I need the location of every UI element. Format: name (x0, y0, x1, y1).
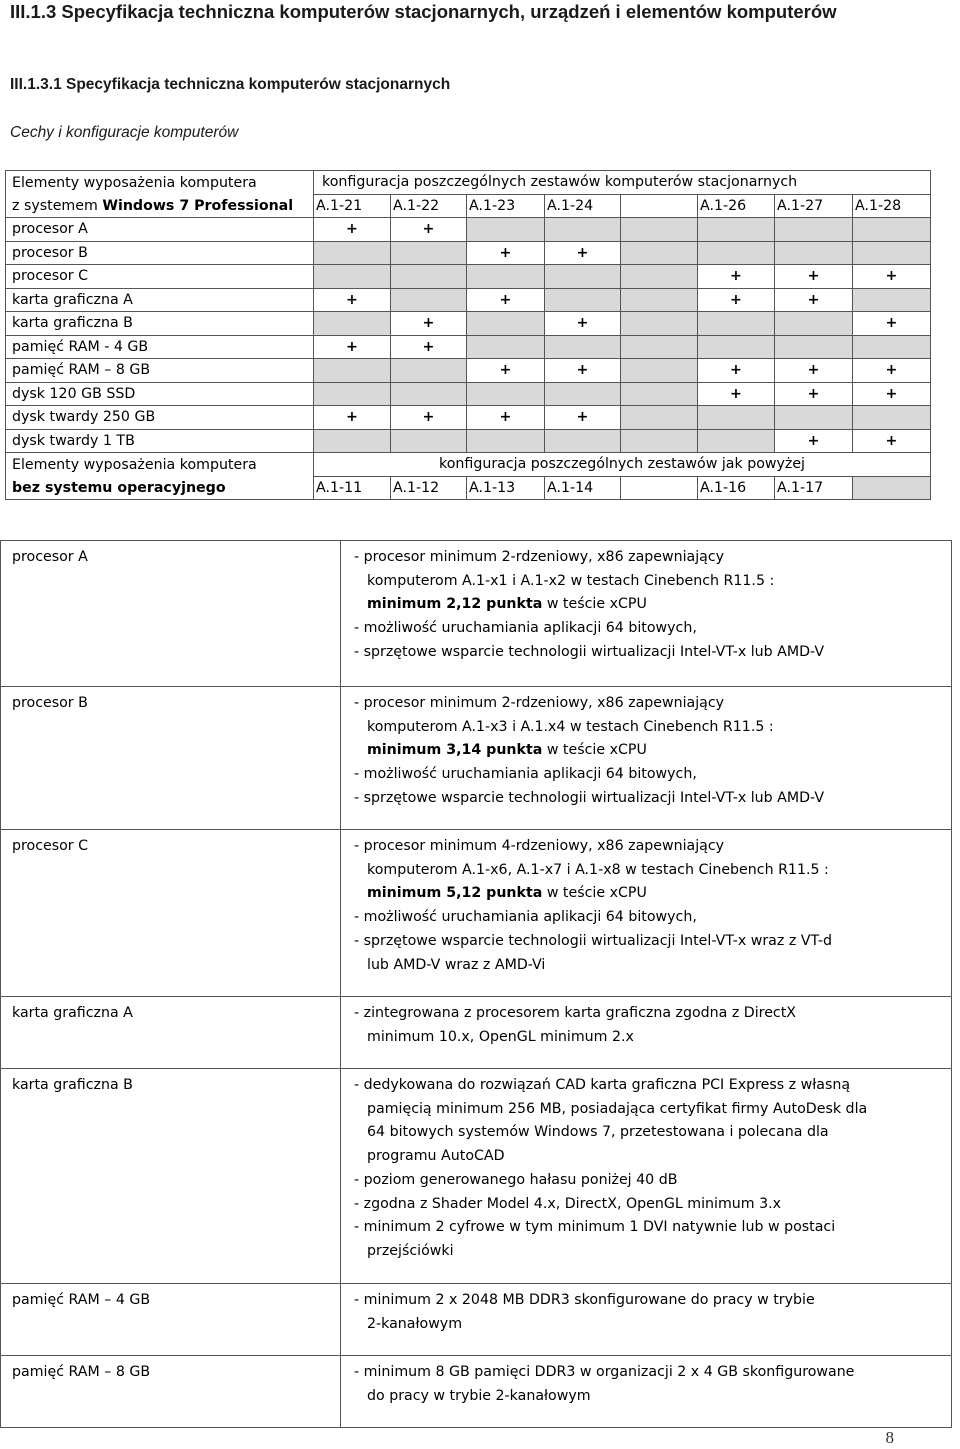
empty-cell (314, 241, 391, 265)
spec-label: karta graficzna B (1, 1069, 341, 1284)
plus-mark: + (545, 406, 621, 430)
empty-cell (775, 406, 853, 430)
footer-column-header: A.1-17 (775, 476, 853, 500)
config-row (6, 382, 931, 406)
row-label: dysk twardy 250 GB (6, 406, 314, 430)
empty-cell (467, 382, 545, 406)
empty-cell (853, 288, 931, 312)
spec-line: przejściówki (367, 1242, 454, 1259)
section-heading: III.1.3 Specyfikacja techniczna komputerów stacjonarnych, urządzeń i elementów komputerów (10, 1, 837, 22)
spec-line-bold: minimum 3,14 punkta (367, 742, 543, 759)
row-label: karta graficzna A (6, 288, 314, 312)
empty-cell (621, 335, 698, 359)
spec-line: komputerom A.1-x1 i A.1-x2 w testach Cinebench R11.5 : (367, 572, 775, 589)
empty-cell (621, 406, 698, 430)
row-label: procesor C (6, 265, 314, 289)
spec-line: - sprzętowe wsparcie technologii wirtualizacji Intel-VT-x wraz z VT-d (354, 932, 832, 949)
plus-mark: + (698, 359, 775, 383)
footer-span-label: konfiguracja poszczególnych zestawów jak powyżej (314, 453, 931, 477)
footer-label-bold: bez systemu operacyjnego (6, 476, 314, 500)
row-label: karta graficzna B (6, 312, 314, 336)
plus-mark: + (314, 335, 391, 359)
empty-cell (621, 288, 698, 312)
spec-line: pamięcią minimum 256 MB, posiadająca certyfikat firmy AutoDesk dla (367, 1100, 868, 1117)
spec-line: 64 bitowych systemów Windows 7, przetestowana i polecana dla (367, 1124, 829, 1141)
plus-mark: + (853, 312, 931, 336)
spec-line: - procesor minimum 2-rdzeniowy, x86 zapewniający (354, 549, 725, 565)
spec-line: do pracy w trybie 2-kanałowym (367, 1387, 591, 1404)
empty-cell (545, 382, 621, 406)
spec-line-bold: minimum 2,12 punkta (367, 596, 543, 613)
plus-mark: + (391, 335, 467, 359)
spec-line: - minimum 2 x 2048 MB DDR3 skonfigurowane do pracy w trybie (354, 1292, 815, 1308)
empty-cell (853, 335, 931, 359)
empty-cell (314, 382, 391, 406)
empty-cell (621, 265, 698, 289)
empty-cell (698, 429, 775, 453)
column-header: A.1-23 (467, 194, 545, 218)
configuration-table (5, 170, 931, 500)
footer-column-header: A.1-11 (314, 476, 391, 500)
empty-cell (391, 382, 467, 406)
empty-cell (775, 241, 853, 265)
empty-cell (545, 218, 621, 242)
spec-label: procesor C (1, 830, 341, 997)
footer-column-header (853, 476, 931, 500)
empty-cell (391, 359, 467, 383)
config-header-row (6, 171, 931, 195)
empty-cell (853, 241, 931, 265)
spec-line (354, 739, 945, 763)
empty-cell (853, 406, 931, 430)
spec-line: - minimum 8 GB pamięci DDR3 w organizacji 2 x 4 GB skonfigurowane (354, 1364, 855, 1380)
spec-line (354, 882, 945, 906)
footer-column-header: A.1-13 (467, 476, 545, 500)
config-row (6, 288, 931, 312)
specification-table (0, 540, 952, 1428)
config-row (6, 218, 931, 242)
empty-cell (545, 429, 621, 453)
empty-cell (545, 265, 621, 289)
plus-mark: + (467, 359, 545, 383)
config-row (6, 335, 931, 359)
header-span-label: konfiguracja poszczególnych zestawów komputerów stacjonarnych (314, 171, 931, 195)
config-row (6, 312, 931, 336)
header-label-prefix: z systemem (12, 197, 103, 214)
spec-row-processor-c (1, 830, 952, 997)
spec-line (354, 593, 945, 617)
footer-label: Elementy wyposażenia komputera (6, 453, 314, 477)
plus-mark: + (775, 382, 853, 406)
spec-description (341, 1069, 952, 1284)
empty-cell (545, 288, 621, 312)
spec-line-rest: w teście xCPU (542, 742, 647, 759)
spec-row-processor-a (1, 541, 952, 687)
plus-mark: + (698, 288, 775, 312)
empty-cell (621, 429, 698, 453)
empty-cell (314, 429, 391, 453)
spec-description (341, 997, 952, 1069)
spec-label: pamięć RAM – 4 GB (1, 1284, 341, 1356)
spec-line: - sprzętowe wsparcie technologii wirtualizacji Intel-VT-x lub AMD-V (354, 789, 825, 806)
empty-cell (467, 265, 545, 289)
plus-mark: + (698, 265, 775, 289)
spec-line: - procesor minimum 4-rdzeniowy, x86 zapewniający (354, 838, 725, 854)
page-number: 8 (885, 1428, 894, 1447)
footer-column-header: A.1-12 (391, 476, 467, 500)
plus-mark: + (775, 429, 853, 453)
config-row (6, 241, 931, 265)
empty-cell (621, 241, 698, 265)
empty-cell (467, 335, 545, 359)
plus-mark: + (545, 359, 621, 383)
spec-row-processor-b (1, 687, 952, 830)
subsection-heading: III.1.3.1 Specyfikacja techniczna komputerów stacjonarnych (10, 76, 451, 93)
spec-description (341, 1284, 952, 1356)
column-header: A.1-22 (391, 194, 467, 218)
config-row (6, 359, 931, 383)
empty-cell (545, 335, 621, 359)
empty-cell (853, 218, 931, 242)
column-header (621, 194, 698, 218)
empty-cell (621, 382, 698, 406)
plus-mark: + (314, 406, 391, 430)
empty-cell (698, 335, 775, 359)
spec-description (341, 687, 952, 830)
plus-mark: + (391, 406, 467, 430)
spec-description (341, 1356, 952, 1428)
config-row (6, 429, 931, 453)
subsubsection-heading: Cechy i konfiguracje komputerów (10, 124, 239, 141)
empty-cell (314, 312, 391, 336)
plus-mark: + (853, 382, 931, 406)
empty-cell (391, 288, 467, 312)
empty-cell (467, 312, 545, 336)
spec-line: - poziom generowanego hałasu poniżej 40 dB (354, 1171, 678, 1188)
plus-mark: + (391, 218, 467, 242)
column-header: A.1-26 (698, 194, 775, 218)
empty-cell (698, 241, 775, 265)
footer-column-header: A.1-14 (545, 476, 621, 500)
spec-line: programu AutoCAD (367, 1148, 505, 1165)
row-label: dysk 120 GB SSD (6, 382, 314, 406)
header-label-system (6, 194, 314, 218)
empty-cell (391, 429, 467, 453)
empty-cell (621, 359, 698, 383)
plus-mark: + (314, 218, 391, 242)
empty-cell (467, 429, 545, 453)
empty-cell (314, 265, 391, 289)
plus-mark: + (775, 288, 853, 312)
spec-line: - minimum 2 cyfrowe w tym minimum 1 DVI natywnie lub w postaci (354, 1219, 836, 1236)
empty-cell (621, 218, 698, 242)
plus-mark: + (775, 265, 853, 289)
spec-label: karta graficzna A (1, 997, 341, 1069)
spec-label: procesor B (1, 687, 341, 830)
column-header: A.1-24 (545, 194, 621, 218)
spec-line: 2-kanałowym (367, 1315, 463, 1332)
empty-cell (698, 218, 775, 242)
row-label: pamięć RAM - 4 GB (6, 335, 314, 359)
spec-row-graphics-b (1, 1069, 952, 1284)
config-footer-row (6, 453, 931, 477)
column-header: A.1-28 (853, 194, 931, 218)
spec-line: minimum 10.x, OpenGL minimum 2.x (367, 1028, 634, 1045)
spec-row-ram-8gb (1, 1356, 952, 1428)
spec-line-rest: w teście xCPU (542, 885, 647, 902)
row-label: procesor A (6, 218, 314, 242)
spec-label: pamięć RAM – 8 GB (1, 1356, 341, 1428)
plus-mark: + (853, 429, 931, 453)
empty-cell (467, 218, 545, 242)
row-label: procesor B (6, 241, 314, 265)
spec-description (341, 830, 952, 997)
row-label: pamięć RAM – 8 GB (6, 359, 314, 383)
spec-line-rest: w teście xCPU (542, 596, 647, 613)
spec-line: - sprzętowe wsparcie technologii wirtualizacji Intel-VT-x lub AMD-V (354, 643, 825, 660)
spec-line: - zintegrowana z procesorem karta graficzna zgodna z DirectX (354, 1005, 797, 1021)
header-label: Elementy wyposażenia komputera (6, 171, 314, 195)
empty-cell (391, 241, 467, 265)
spec-line: komputerom A.1-x6, A.1-x7 i A.1-x8 w testach Cinebench R11.5 : (367, 861, 829, 878)
plus-mark: + (314, 288, 391, 312)
plus-mark: + (853, 359, 931, 383)
plus-mark: + (545, 241, 621, 265)
spec-line: - dedykowana do rozwiązań CAD karta graficzna PCI Express z własną (354, 1077, 851, 1093)
empty-cell (698, 406, 775, 430)
spec-line-bold: minimum 5,12 punkta (367, 885, 543, 902)
footer-column-header: A.1-16 (698, 476, 775, 500)
spec-line: komputerom A.1-x3 i A.1.x4 w testach Cinebench R11.5 : (367, 718, 774, 735)
column-header: A.1-21 (314, 194, 391, 218)
spec-description (341, 541, 952, 687)
config-footer-column-row (6, 476, 931, 500)
plus-mark: + (775, 359, 853, 383)
spec-line: - możliwość uruchamiania aplikacji 64 bitowych, (354, 766, 697, 783)
spec-line: - możliwość uruchamiania aplikacji 64 bitowych, (354, 909, 697, 926)
spec-line: - możliwość uruchamiania aplikacji 64 bitowych, (354, 620, 697, 637)
empty-cell (775, 218, 853, 242)
empty-cell (621, 312, 698, 336)
plus-mark: + (391, 312, 467, 336)
empty-cell (698, 312, 775, 336)
spec-line: - zgodna z Shader Model 4.x, DirectX, OpenGL minimum 3.x (354, 1195, 782, 1212)
plus-mark: + (467, 241, 545, 265)
empty-cell (314, 359, 391, 383)
empty-cell (775, 335, 853, 359)
spec-line: - procesor minimum 2-rdzeniowy, x86 zapewniający (354, 695, 725, 711)
config-row (6, 265, 931, 289)
plus-mark: + (698, 382, 775, 406)
footer-column-header (621, 476, 698, 500)
config-row (6, 406, 931, 430)
empty-cell (391, 265, 467, 289)
plus-mark: + (467, 288, 545, 312)
header-label-bold: Windows 7 Professional (102, 197, 294, 214)
spec-line: lub AMD-V wraz z AMD-Vi (367, 956, 546, 973)
column-header: A.1-27 (775, 194, 853, 218)
row-label: dysk twardy 1 TB (6, 429, 314, 453)
spec-row-graphics-a (1, 997, 952, 1069)
config-column-row (6, 194, 931, 218)
spec-row-ram-4gb (1, 1284, 952, 1356)
empty-cell (775, 312, 853, 336)
plus-mark: + (545, 312, 621, 336)
plus-mark: + (467, 406, 545, 430)
spec-label: procesor A (1, 541, 341, 687)
plus-mark: + (853, 265, 931, 289)
